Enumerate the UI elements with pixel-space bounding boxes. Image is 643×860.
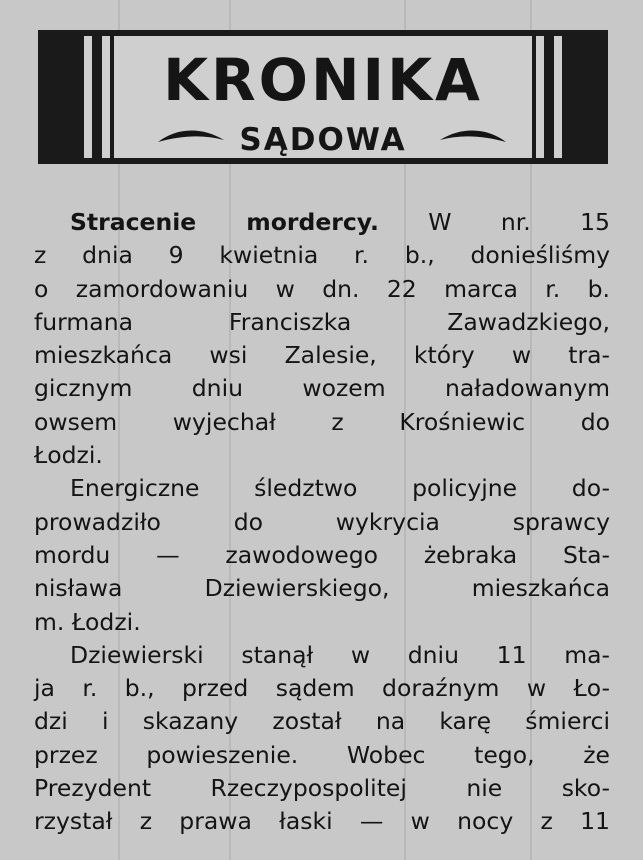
article-line: nisława Dziewierskiego, mieszkańca: [34, 574, 610, 603]
article-line: Prezydent Rzeczypospolitej nie sko-: [34, 774, 610, 803]
swash-right-ornament: [438, 126, 508, 148]
article-first-line: [34, 206, 610, 239]
article-line: mordu — zawodowego żebraka Sta-: [34, 540, 610, 569]
article-line: furmana Franciszka Zawadzkiego,: [34, 307, 610, 336]
article-line: Energiczne śledztwo policyjne do-: [70, 474, 610, 503]
section-header: [38, 30, 608, 164]
article-line: przez powieszenie. Wobec tego, że: [34, 740, 610, 769]
article-line: z dnia 9 kwietnia r. b., donieśliśmy: [34, 241, 610, 270]
article-line: gicznym dniu wozem naładowanym: [34, 374, 610, 403]
article-body: [34, 206, 610, 839]
article-line: dzi i skazany został na karę śmierci: [34, 707, 610, 736]
article-line: m. Łodzi.: [34, 607, 141, 636]
article-line: o zamordowaniu w dn. 22 marca r. b.: [34, 274, 610, 303]
article-line: ja r. b., przed sądem doraźnym w Ło-: [34, 674, 610, 703]
article-line: mieszkańca wsi Zalesie, który w tra-: [34, 341, 610, 370]
article-line: Łodzi.: [34, 441, 103, 470]
article-line: Dziewierski stanął w dniu 11 ma-: [70, 640, 610, 669]
article-line: prowadziło do wykrycia sprawcy: [34, 507, 610, 536]
article-line: owsem wyjechał z Krośniewic do: [34, 407, 610, 436]
section-title: KRONIKA: [163, 46, 483, 114]
section-subtitle: SĄDOWA: [239, 122, 407, 158]
article-line: W nr. 15: [428, 208, 610, 236]
article-line: rzystał z prawa łaski — w nocy z 11: [34, 807, 610, 836]
article-headline: Stracenie mordercy.: [70, 208, 379, 236]
